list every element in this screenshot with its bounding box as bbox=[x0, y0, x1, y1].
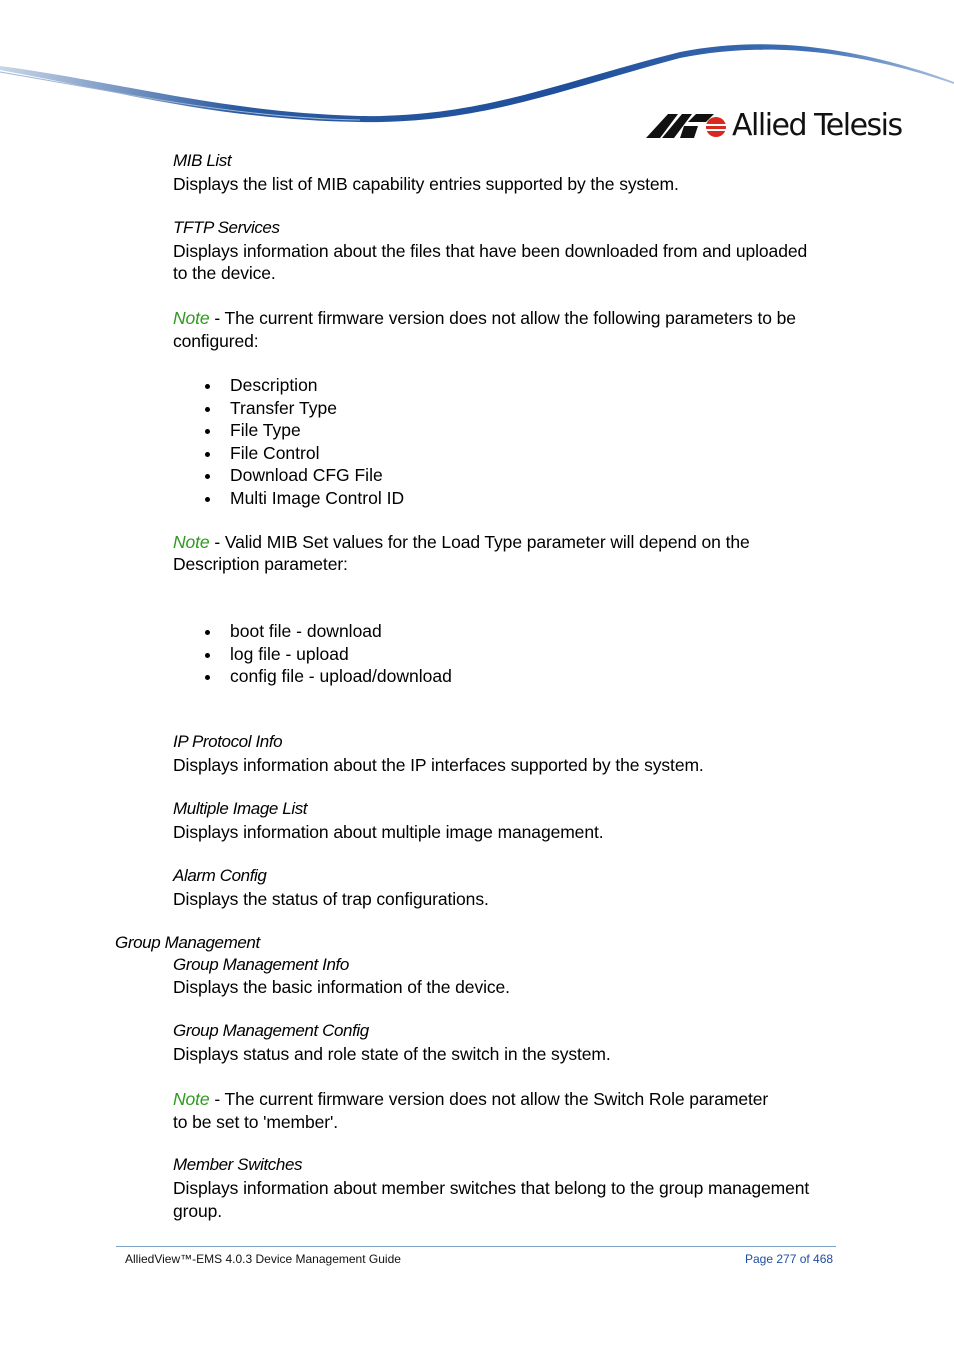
member-switches-body-line1: Displays information about member switches that belong to the group management bbox=[173, 1178, 810, 1198]
member-switches-heading: Member Switches bbox=[173, 1155, 303, 1174]
group-management-heading: Group Management bbox=[115, 933, 260, 952]
tftp-services-heading: TFTP Services bbox=[173, 218, 280, 237]
note-text: - The current firmware version does not allow the Switch Role parameter bbox=[209, 1089, 769, 1109]
list-item: Multi Image Control ID bbox=[202, 487, 404, 510]
member-switches-body-line2: group. bbox=[173, 1201, 223, 1221]
note-switch-role bbox=[173, 1088, 768, 1111]
group-management-config-body: Displays status and role state of the switch in the system. bbox=[173, 1044, 611, 1064]
note-label: Note bbox=[173, 1089, 210, 1109]
list-item: log file - upload bbox=[202, 643, 452, 666]
allied-telesis-logo-icon bbox=[644, 112, 728, 140]
alarm-config-body: Displays the status of trap configurations. bbox=[173, 889, 489, 909]
group-management-info-heading: Group Management Info bbox=[173, 955, 349, 974]
note-text: - The current firmware version does not allow the following parameters to be bbox=[209, 308, 796, 328]
note-firmware-params bbox=[173, 307, 796, 330]
list-item: Transfer Type bbox=[202, 397, 404, 420]
note-label: Note bbox=[173, 532, 210, 552]
mib-list-heading: MIB List bbox=[173, 151, 232, 170]
tftp-services-body-line1: Displays information about the files that have been downloaded from and uploaded bbox=[173, 241, 808, 261]
footer-page-number: Page 277 of 468 bbox=[745, 1252, 834, 1266]
note-load-type bbox=[173, 531, 750, 554]
group-management-info-body: Displays the basic information of the device. bbox=[173, 977, 510, 997]
note-label: Note bbox=[173, 308, 210, 328]
note-switch-role-line2: to be set to 'member'. bbox=[173, 1112, 338, 1132]
tftp-services-body-line2: to the device. bbox=[173, 263, 276, 283]
footer-divider bbox=[116, 1246, 836, 1247]
allied-telesis-logo bbox=[644, 108, 902, 144]
note-text: - Valid MIB Set values for the Load Type parameter will depend on the bbox=[209, 532, 750, 552]
list-item: config file - upload/download bbox=[202, 665, 452, 688]
footer-doc-title: AlliedView™-EMS 4.0.3 Device Management Guide bbox=[125, 1252, 401, 1266]
multiple-image-body: Displays information about multiple image management. bbox=[173, 822, 604, 842]
load-type-values-list bbox=[202, 620, 452, 688]
note-load-type-line2: Description parameter: bbox=[173, 554, 348, 574]
note-firmware-params-line2: configured: bbox=[173, 331, 259, 351]
logo-wordmark: Allied Telesis bbox=[732, 108, 902, 143]
list-item: Description bbox=[202, 374, 404, 397]
list-item: File Type bbox=[202, 419, 404, 442]
list-item: Download CFG File bbox=[202, 464, 404, 487]
multiple-image-heading: Multiple Image List bbox=[173, 799, 308, 818]
list-item: boot file - download bbox=[202, 620, 452, 643]
list-item: File Control bbox=[202, 442, 404, 465]
ip-protocol-heading: IP Protocol Info bbox=[173, 732, 283, 751]
unconfigurable-params-list bbox=[202, 374, 404, 509]
ip-protocol-body: Displays information about the IP interfaces supported by the system. bbox=[173, 755, 704, 775]
mib-list-body: Displays the list of MIB capability entries supported by the system. bbox=[173, 174, 679, 194]
alarm-config-heading: Alarm Config bbox=[173, 866, 267, 885]
group-management-config-heading: Group Management Config bbox=[173, 1021, 369, 1040]
